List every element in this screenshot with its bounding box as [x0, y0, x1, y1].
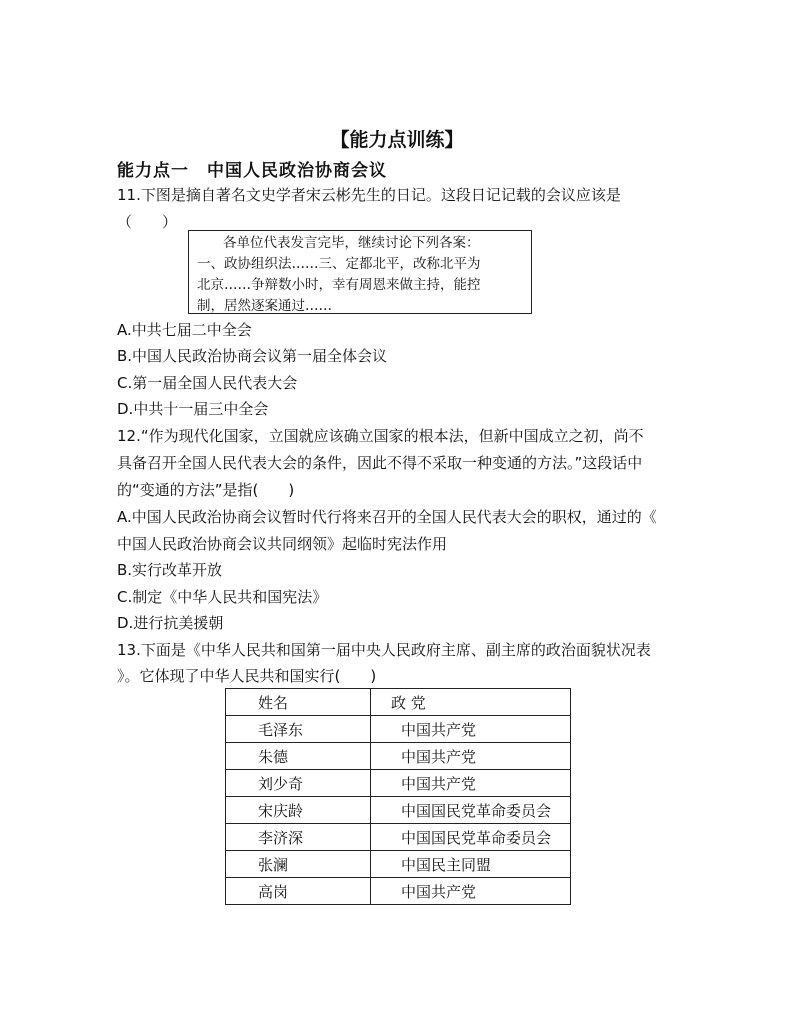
- quote-line: 各单位代表发言完毕，继续讨论下列各案：: [223, 235, 480, 251]
- cell-name: 毛泽东: [226, 716, 371, 743]
- table-row: [226, 878, 571, 905]
- quote-line: 一、政协组织法……三、定都北平，改称北平为: [197, 256, 481, 272]
- table-row: [226, 770, 571, 797]
- cell-party: 中国共产党: [371, 770, 571, 797]
- cell-party: 中国共产党: [371, 716, 571, 743]
- q12-option-b: B.实行改革开放: [117, 561, 223, 579]
- cell-name: 宋庆龄: [226, 797, 371, 824]
- cell-name: 高岗: [226, 878, 371, 905]
- q11-diary-quote: [188, 230, 532, 314]
- q12-option-a-line-2: 中国人民政治协商会议共同纲领》起临时宪法作用: [117, 535, 448, 553]
- q12-option-d: D.进行抗美援朝: [117, 614, 224, 632]
- page-title: 【能力点训练】: [330, 129, 464, 151]
- q12-option-a-line-1: A.中国人民政治协商会议暂时代行将来召开的全国人民代表大会的职权，通过的《: [117, 508, 657, 526]
- party-affiliation-table: [225, 688, 571, 905]
- table-row: [226, 824, 571, 851]
- header-party: 政 党: [371, 689, 571, 716]
- table-header-row: [226, 689, 571, 716]
- q11-stem-line-1: 11.下图是摘自著名文史学者宋云彬先生的日记。这段日记记载的会议应该是: [117, 186, 621, 204]
- cell-party: 中国国民党革命委员会: [371, 797, 571, 824]
- q13-stem-line-1: 13.下面是《中华人民共和国第一届中央人民政府主席、副主席的政治面貌状况表: [117, 641, 651, 659]
- section-heading: 能力点一 中国人民政治协商会议: [117, 161, 387, 181]
- cell-party: 中国民主同盟: [371, 851, 571, 878]
- table-row: [226, 716, 571, 743]
- table-row: [226, 851, 571, 878]
- q12-stem-line-2: 具备召开全国人民代表大会的条件，因此不得不采取一种变通的方法。”这段话中: [117, 454, 643, 472]
- table-row: [226, 797, 571, 824]
- quote-line: 北京……争辩数小时，幸有周恩来做主持，能控: [197, 277, 481, 293]
- q11-option-c: C.第一届全国人民代表大会: [117, 374, 298, 392]
- q12-stem-line-3: 的“变通的方法”是指( ): [117, 481, 295, 499]
- cell-party: 中国共产党: [371, 743, 571, 770]
- table-row: [226, 743, 571, 770]
- q11-option-d: D.中共十一届三中全会: [117, 400, 269, 418]
- q12-stem-line-1: 12.“作为现代化国家，立国就应该确立国家的根本法，但新中国成立之初，尚不: [117, 427, 644, 445]
- cell-party: 中国共产党: [371, 878, 571, 905]
- q11-option-b: B.中国人民政治协商会议第一届全体会议: [117, 347, 388, 365]
- cell-name: 刘少奇: [226, 770, 371, 797]
- q11-option-a: A.中共七届二中全会: [117, 321, 252, 339]
- q13-stem-line-2: 》。它体现了中华人民共和国实行( ): [117, 667, 377, 685]
- q11-stem-line-2: （ ）: [117, 213, 178, 231]
- cell-name: 张澜: [226, 851, 371, 878]
- cell-name: 朱德: [226, 743, 371, 770]
- header-name: 姓名: [226, 689, 371, 716]
- cell-name: 李济深: [226, 824, 371, 851]
- q12-option-c: C.制定《中华人民共和国宪法》: [117, 588, 328, 606]
- quote-line: 制，居然逐案通过……: [197, 298, 332, 314]
- cell-party: 中国国民党革命委员会: [371, 824, 571, 851]
